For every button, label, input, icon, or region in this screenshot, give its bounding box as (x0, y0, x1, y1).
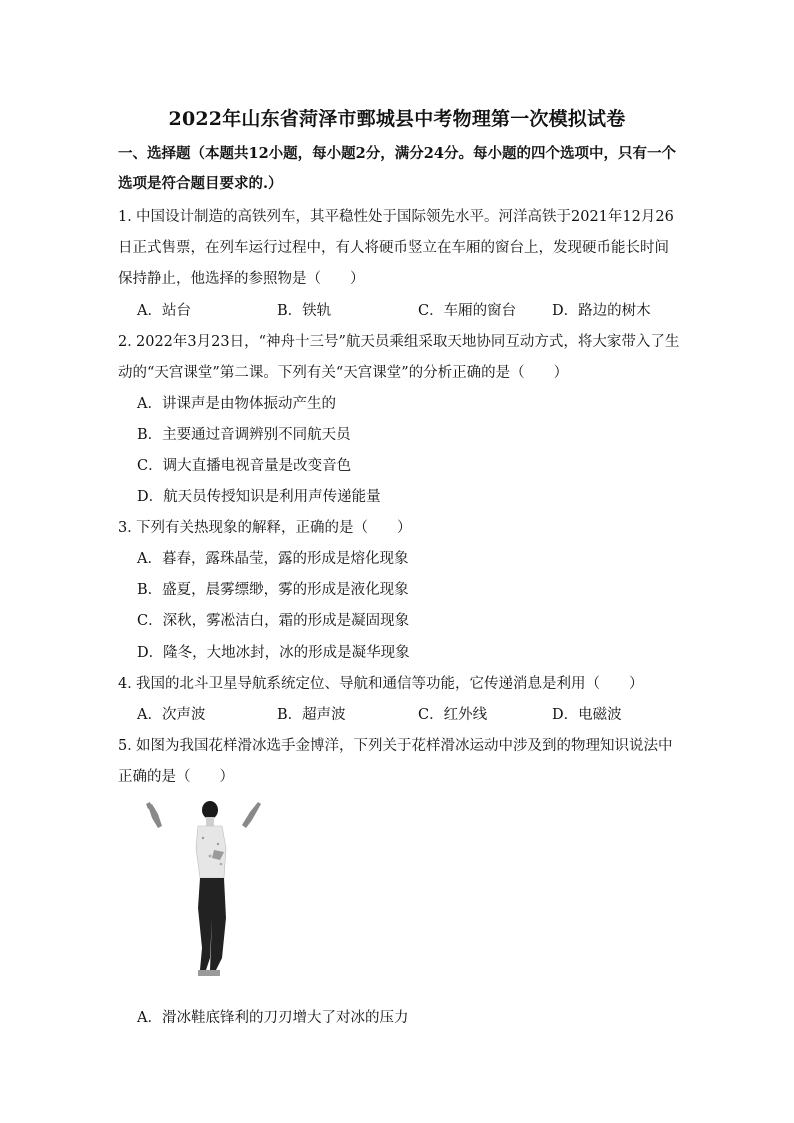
question-text: 中国设计制造的高铁列车，其平稳性处于国际领先水平。河洋高铁于2021年12月26日正式售票，在列车运行过程中，有人将硬币竖立在车厢的窗台上，发现硬币能长时间保持静止，他选择的参照物是（ ） (118, 209, 674, 287)
skater-illustration (140, 798, 265, 988)
question-1 (118, 202, 683, 295)
question-text: 我国的北斗卫星导航系统定位、导航和通信等功能，它传递消息是利用（ ） (136, 676, 644, 692)
option-a[interactable]: A．滑冰鞋底锋利的刀刃增大了对冰的压力 (137, 1010, 409, 1026)
option-c[interactable]: C．深秋，雾凇洁白，霜的形成是凝固现象 (137, 613, 410, 629)
section-heading: 一、选择题（本题共12小题，每小题2分，满分24分。每小题的四个选项中，只有一个选项是符合题目要求的.） (118, 145, 676, 192)
option-d[interactable]: D．航天员传授知识是利用声传递能量 (137, 489, 381, 505)
question-number: 2． (118, 334, 142, 350)
question-number: 1． (118, 209, 142, 225)
question-2 (118, 327, 683, 389)
option-b[interactable]: B．超声波 (277, 707, 346, 723)
question-4-options (137, 700, 697, 731)
option-c[interactable]: C．车厢的窗台 (418, 303, 517, 319)
option-d[interactable]: D．隆冬，大地冰封，冰的形成是凝华现象 (137, 645, 410, 661)
option-a[interactable]: A．暮春，露珠晶莹，露的形成是熔化现象 (137, 551, 409, 567)
question-text: 下列有关热现象的解释，正确的是（ ） (136, 520, 412, 536)
option-b[interactable]: B．主要通过音调辨别不同航天员 (137, 427, 351, 443)
question-number: 3． (118, 520, 142, 536)
skater-figure (140, 798, 265, 988)
question-number: 4． (118, 676, 142, 692)
option-a[interactable]: A．讲课声是由物体振动产生的 (137, 396, 336, 412)
question-number: 5． (118, 738, 142, 754)
option-b[interactable]: B．盛夏，晨雾缥缈，雾的形成是液化现象 (137, 582, 409, 598)
option-c[interactable]: C．调大直播电视音量是改变音色 (137, 458, 352, 474)
option-c[interactable]: C．红外线 (418, 707, 488, 723)
question-text: 2022年3月23日，“神舟十三号”航天员乘组采取天地协同互动方式，将大家带入了生动的“天宫课堂”第二课。下列有关“天宫课堂”的分析正确的是（ ） (118, 334, 680, 381)
option-d[interactable]: D．电磁波 (552, 707, 622, 723)
question-5 (118, 731, 683, 793)
page-title: 2022年山东省菏泽市鄄城县中考物理第一次模拟试卷 (168, 108, 626, 130)
option-d[interactable]: D．路边的树木 (552, 303, 651, 319)
option-b[interactable]: B．铁轨 (277, 303, 332, 319)
option-a[interactable]: A．站台 (137, 303, 191, 319)
option-a[interactable]: A．次声波 (137, 707, 206, 723)
question-4 (118, 669, 683, 700)
question-1-options (137, 296, 697, 327)
question-text: 如图为我国花样滑冰选手金博洋，下列关于花样滑冰运动中涉及到的物理知识说法中正确的是（ ） (118, 738, 673, 785)
question-3 (118, 513, 683, 544)
